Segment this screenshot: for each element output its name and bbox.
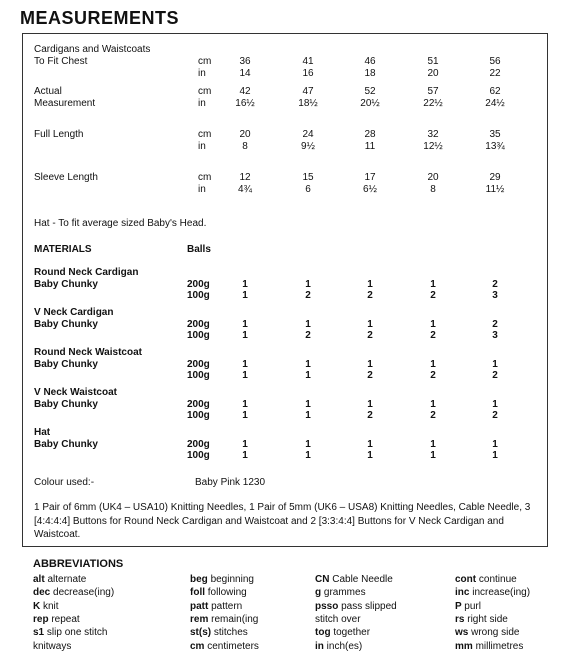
measurement-label: To Fit Chest [34,56,88,67]
abbreviation-item [315,587,366,599]
ball-count: 2 [430,370,436,381]
abbreviation-item [315,614,361,626]
abbreviation-item [190,601,242,613]
ball-count: 2 [367,290,373,301]
yarn-weight: 200g [187,319,210,330]
measurement-value: 18½ [298,98,318,109]
yarn-name: Baby Chunky [34,439,98,450]
unit-label: in [198,141,206,152]
unit-label: cm [198,56,212,67]
measurement-label: Cardigans and Waistcoats [34,44,151,55]
ball-count: 1 [367,359,373,370]
abbreviation-code: rem [190,613,212,625]
measurement-value: 20 [427,172,439,183]
ball-count: 1 [305,439,311,450]
measurement-value: 24½ [485,98,505,109]
abbreviation-item [315,574,393,586]
abbreviation-code: foll [190,587,208,599]
yarn-weight: 200g [187,359,210,370]
abbreviation-item [190,587,247,599]
measurement-label: Full Length [34,129,84,140]
yarn-name: Baby Chunky [34,319,98,330]
ball-count: 2 [492,370,498,381]
abbreviation-code: tog [315,627,334,639]
measurement-value: 20 [427,68,439,79]
abbreviation-meaning: increase(ing) [472,587,531,599]
abbreviation-item [190,641,259,653]
abbreviation-item [455,574,517,586]
measurement-value: 28 [364,129,376,140]
page-title: MEASUREMENTS [20,8,180,28]
abbreviation-item [315,627,370,639]
needles-text: 1 Pair of 6mm (UK4 – USA10) Knitting Needles, 1 Pair of 5mm (UK6 – USA8) Knitting Needles, Cable Needle, 3 [4:4:4:4] Buttons for Round Neck Cardigan and Waistcoat and 2 [3:3:4:4] Buttons for V Neck Cardigan and Waistcoat. [34,502,531,540]
unit-label: in [198,184,206,195]
unit-label: cm [198,129,212,140]
ball-count: 1 [430,279,436,290]
ball-count: 1 [367,279,373,290]
measurement-value: 16 [302,68,314,79]
ball-count: 1 [242,330,248,341]
measurement-value: 52 [364,86,376,97]
ball-count: 1 [242,399,248,410]
abbreviation-item [33,601,59,613]
colour-value: Baby Pink 1230 [195,477,266,488]
unit-label: cm [198,172,212,183]
abbreviation-item [33,574,86,586]
abbreviation-item [33,641,71,653]
ball-count: 1 [242,370,248,381]
ball-count: 1 [492,450,498,461]
abbreviation-item [455,627,519,639]
ball-count: 2 [367,410,373,421]
abbreviation-code: dec [33,587,54,599]
abbreviation-item [455,614,508,626]
materials-heading: MATERIALS [34,244,92,255]
abbreviation-item [455,601,481,613]
unit-label: in [198,98,206,109]
abbreviation-code: P [455,600,465,612]
ball-count: 2 [367,370,373,381]
abbreviation-code: CN [315,574,333,585]
abbreviation-meaning: remain(ing [211,613,259,625]
measurement-value: 16½ [235,98,255,109]
ball-count: 1 [305,279,311,290]
abbreviation-meaning: right side [467,613,508,625]
ball-count: 1 [367,450,373,461]
abbreviation-item [190,627,248,639]
yarn-weight: 100g [187,330,210,341]
measurement-value: 22½ [423,98,443,109]
abbreviation-meaning: alternate [47,574,87,585]
abbreviation-meaning: knitways [33,640,72,652]
yarn-weight: 100g [187,410,210,421]
measurement-value: 14 [239,68,251,79]
abbreviation-code: patt [190,600,212,612]
ball-count: 1 [367,439,373,450]
ball-count: 1 [305,370,311,381]
measurement-value: 18 [364,68,376,79]
measurement-value: 8 [430,184,436,195]
yarn-name: Baby Chunky [34,279,98,290]
ball-count: 1 [242,319,248,330]
unit-label: cm [198,86,212,97]
measurement-value: 42 [239,86,251,97]
ball-count: 3 [492,330,498,341]
measurement-value: 6½ [363,184,377,195]
garment-name: V Neck Waistcoat [34,387,117,398]
measurement-value: 51 [427,56,439,67]
measurement-value: 36 [239,56,251,67]
garment-name: Round Neck Waistcoat [34,347,142,358]
abbreviation-meaning: grammes [323,587,366,599]
yarn-weight: 200g [187,399,210,410]
abbreviation-code: cont [455,574,479,585]
abbreviation-meaning: pass slipped [341,600,397,612]
measurement-value: 57 [427,86,439,97]
measurement-label: Measurement [34,98,96,109]
ball-count: 1 [492,359,498,370]
ball-count: 1 [430,319,436,330]
measurement-value: 12 [239,172,251,183]
balls-heading: Balls [187,244,211,255]
abbreviation-meaning: stitch over [315,613,361,625]
measurement-label: Sleeve Length [34,172,98,183]
abbreviation-code: mm [455,640,476,652]
measurement-value: 12½ [423,141,443,152]
measurement-value: 20½ [360,98,380,109]
yarn-weight: 200g [187,439,210,450]
ball-count: 1 [430,359,436,370]
ball-count: 2 [430,330,436,341]
abbreviation-code: in [315,640,327,652]
ball-count: 2 [367,330,373,341]
measurement-value: 35 [489,129,501,140]
abbreviation-meaning: repeat [51,613,80,625]
abbreviation-item [190,574,254,586]
measurement-value: 47 [302,86,314,97]
abbreviation-meaning: stitches [213,627,248,639]
abbreviation-code: inc [455,587,473,599]
yarn-weight: 100g [187,290,210,301]
hat-note: Hat - To fit average sized Baby's Head. [34,218,207,229]
ball-count: 2 [305,290,311,301]
abbreviation-item [33,614,80,626]
ball-count: 1 [305,410,311,421]
ball-count: 1 [305,359,311,370]
ball-count: 1 [242,290,248,301]
measurement-value: 13¾ [485,141,505,152]
ball-count: 1 [242,439,248,450]
yarn-name: Baby Chunky [34,399,98,410]
ball-count: 1 [430,450,436,461]
measurement-value: 20 [239,129,251,140]
yarn-name: Baby Chunky [34,359,98,370]
yarn-weight: 100g [187,370,210,381]
garment-name: Round Neck Cardigan [34,267,139,278]
abbreviation-item [33,587,114,599]
abbreviation-meaning: knit [43,600,59,612]
garment-name: V Neck Cardigan [34,307,114,318]
ball-count: 1 [305,319,311,330]
abbreviation-code: g [315,587,324,599]
abbreviation-meaning: centimeters [207,640,259,652]
measurement-label: Actual [34,86,62,97]
abbreviation-meaning: decrease(ing) [53,587,115,599]
measurement-value: 9½ [301,141,315,152]
measurement-value: 6 [305,184,311,195]
ball-count: 2 [305,330,311,341]
garment-name: Hat [34,427,51,438]
abbreviation-meaning: together [333,627,371,639]
measurements-box [22,33,548,547]
ball-count: 2 [492,410,498,421]
abbreviation-code: cm [190,640,208,652]
ball-count: 1 [242,410,248,421]
abbreviation-code: rep [33,613,52,625]
unit-label: in [198,68,206,79]
ball-count: 2 [430,410,436,421]
ball-count: 2 [492,279,498,290]
abbreviation-meaning: Cable Needle [332,574,393,585]
abbreviation-code: psso [315,600,342,612]
abbreviation-item [315,601,397,613]
abbreviation-meaning: purl [464,600,481,612]
measurement-value: 11½ [485,184,505,195]
ball-count: 1 [242,279,248,290]
abbreviation-meaning: inch(es) [326,640,363,652]
abbreviation-code: beg [190,574,211,585]
ball-count: 1 [367,319,373,330]
abbreviation-item [190,614,258,626]
abbreviation-meaning: following [207,587,247,599]
ball-count: 3 [492,290,498,301]
ball-count: 1 [492,439,498,450]
ball-count: 1 [430,439,436,450]
measurement-value: 17 [364,172,376,183]
ball-count: 1 [242,359,248,370]
abbreviation-code: ws [455,627,472,639]
ball-count: 1 [305,450,311,461]
measurement-value: 15 [302,172,314,183]
colour-label: Colour used:- [34,477,95,488]
abbreviation-code: st(s) [190,627,214,639]
measurement-value: 29 [489,172,501,183]
measurement-value: 8 [242,141,248,152]
ball-count: 2 [492,319,498,330]
measurement-value: 62 [489,86,501,97]
ball-count: 2 [430,290,436,301]
measurement-value: 4¾ [238,184,252,195]
ball-count: 1 [492,399,498,410]
ball-count: 1 [305,399,311,410]
measurement-value: 11 [364,141,376,152]
abbreviation-meaning: slip one stitch [46,627,108,639]
yarn-weight: 100g [187,450,210,461]
yarn-weight: 200g [187,279,210,290]
abbreviation-code: alt [33,574,48,585]
abbreviation-item [315,641,362,653]
measurement-value: 41 [302,56,314,67]
abbreviation-code: rs [455,613,468,625]
measurement-value: 46 [364,56,376,67]
measurement-value: 24 [302,129,314,140]
abbreviation-item [455,587,530,599]
abbreviations-heading: ABBREVIATIONS [33,558,124,570]
ball-count: 1 [430,399,436,410]
abbreviation-code: K [33,600,43,612]
abbreviation-item [455,641,523,653]
measurement-value: 32 [427,129,439,140]
abbreviation-meaning: beginning [210,574,254,585]
abbreviation-code: s1 [33,627,47,639]
abbreviation-meaning: millimetres [475,640,524,652]
measurement-value: 22 [489,68,501,79]
measurement-value: 56 [489,56,501,67]
abbreviation-item [33,627,108,639]
abbreviation-meaning: continue [478,574,517,585]
ball-count: 1 [367,399,373,410]
abbreviation-meaning: wrong side [471,627,520,639]
ball-count: 1 [242,450,248,461]
abbreviation-meaning: pattern [211,600,243,612]
